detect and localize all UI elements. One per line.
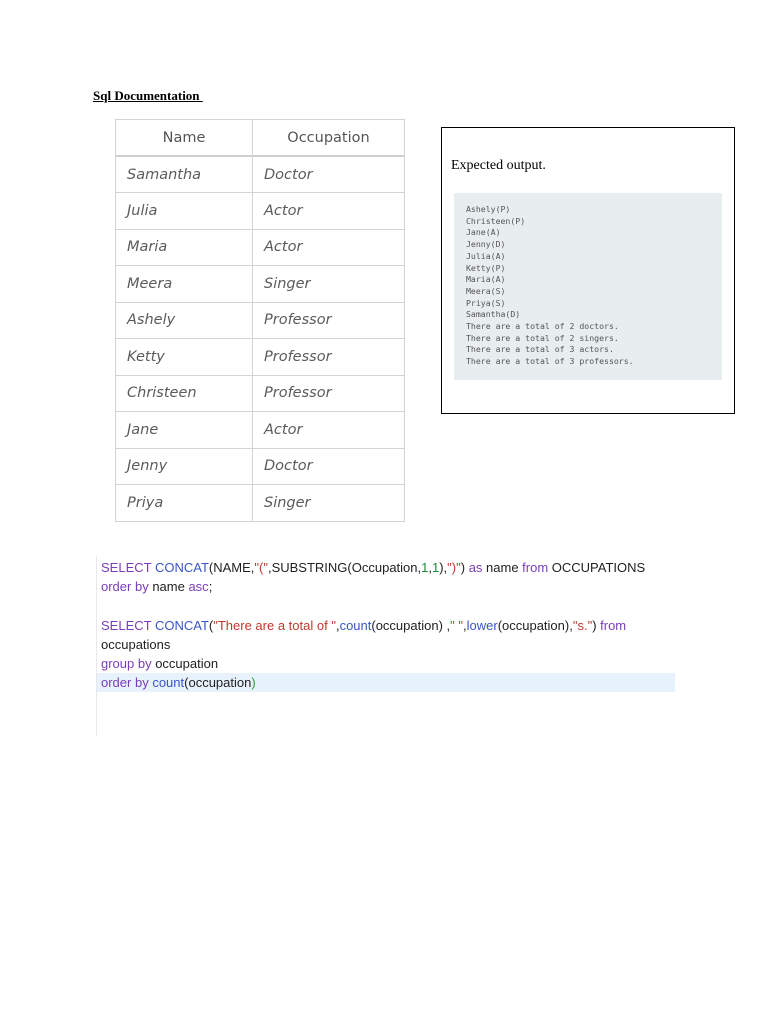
sql-text: , <box>428 560 432 575</box>
sql-number: 1 <box>421 560 429 575</box>
sql-keyword: as <box>468 560 483 575</box>
sql-text: ) <box>592 618 601 633</box>
cell-name: Ashely <box>116 302 253 339</box>
sql-function: count <box>339 618 372 633</box>
table-row <box>116 266 405 303</box>
cell-occupation: Actor <box>253 193 405 230</box>
sql-keyword: SELECT <box>101 560 152 575</box>
table-row <box>116 339 405 376</box>
table-row <box>116 485 405 522</box>
sql-string: "(" <box>254 560 268 575</box>
sql-text: OCCUPATIONS <box>548 560 646 575</box>
output-line: Ashely(P) <box>466 204 511 214</box>
output-line: There are a total of 3 actors. <box>466 344 614 355</box>
cell-name: Jane <box>116 412 253 449</box>
output-line: Priya(S) <box>466 297 506 308</box>
sql-text: occupation <box>151 656 219 671</box>
sql-text: (occupation) , <box>371 618 451 633</box>
cell-occupation: Professor <box>253 302 405 339</box>
cell-name: Priya <box>116 485 253 522</box>
sql-function: CONCAT <box>154 560 209 575</box>
sql-code-block <box>96 556 677 736</box>
sql-text: (occupation <box>184 675 252 690</box>
header-occupation: Occupation <box>253 120 405 157</box>
table-row <box>116 375 405 412</box>
cell-name: Meera <box>116 266 253 303</box>
sql-line <box>101 654 218 673</box>
table-row <box>116 448 405 485</box>
output-line: Christeen(P) <box>466 215 526 226</box>
cell-occupation: Doctor <box>253 156 405 193</box>
sql-keyword: order by <box>101 675 149 690</box>
sql-string: "There are a total of " <box>213 618 336 633</box>
output-line: Jane(A) <box>466 227 501 238</box>
cell-occupation: Singer <box>253 485 405 522</box>
table-header-row <box>116 120 405 157</box>
table-row <box>116 156 405 193</box>
output-line: Maria(A) <box>466 274 506 285</box>
sql-string: " " <box>450 618 463 633</box>
cell-name: Ketty <box>116 339 253 376</box>
table-row <box>116 193 405 230</box>
output-line: There are a total of 2 singers. <box>466 332 619 343</box>
expected-output-box <box>441 127 735 414</box>
sql-text: occupations <box>101 637 171 652</box>
output-line: Jenny(D) <box>466 239 506 250</box>
sql-line <box>101 616 626 635</box>
sql-string: "s." <box>572 618 593 633</box>
sql-text: ,SUBSTRING(Occupation, <box>267 560 422 575</box>
output-line: Ketty(P) <box>466 262 506 273</box>
sql-keyword: order by <box>101 579 149 594</box>
cell-name: Samantha <box>116 156 253 193</box>
output-line: Julia(A) <box>466 250 506 261</box>
sql-text: (NAME, <box>208 560 255 575</box>
cell-name: Maria <box>116 229 253 266</box>
expected-output-label: Expected output. <box>451 158 546 173</box>
cell-occupation: Professor <box>253 375 405 412</box>
page-title: Sql Documentation <box>93 88 203 103</box>
output-line: Samantha(D) <box>466 309 521 320</box>
occupations-table <box>115 119 405 522</box>
sql-line-highlighted <box>97 673 675 692</box>
cell-name: Christeen <box>116 375 253 412</box>
table-row <box>116 302 405 339</box>
header-name: Name <box>116 120 253 157</box>
sql-keyword: from <box>600 618 627 633</box>
table-row <box>116 229 405 266</box>
sql-text: , <box>462 618 467 633</box>
sql-number: 1 <box>431 560 440 575</box>
output-line: There are a total of 2 doctors. <box>466 321 619 332</box>
table-row <box>116 412 405 449</box>
sql-text: (occupation), <box>497 618 573 633</box>
sql-text: ; <box>208 579 213 594</box>
cell-occupation: Actor <box>253 412 405 449</box>
cell-occupation: Doctor <box>253 448 405 485</box>
output-line: There are a total of 3 professors. <box>466 356 634 367</box>
sql-keyword: from <box>522 560 549 575</box>
cell-occupation: Professor <box>253 339 405 376</box>
sql-string: ")" <box>447 560 461 575</box>
sql-keyword: group by <box>101 656 152 671</box>
sql-keyword: asc <box>188 579 209 594</box>
expected-output-code <box>454 193 722 380</box>
cell-occupation: Actor <box>253 229 405 266</box>
sql-function: CONCAT <box>154 618 209 633</box>
sql-text: name <box>482 560 523 575</box>
cell-name: Julia <box>116 193 253 230</box>
cell-occupation: Singer <box>253 266 405 303</box>
sql-text: ( <box>208 618 214 633</box>
output-line: Meera(S) <box>466 285 506 296</box>
sql-text: ), <box>439 560 448 575</box>
sql-function: count <box>152 675 185 690</box>
sql-function: lower <box>466 618 498 633</box>
sql-text: name <box>148 579 189 594</box>
sql-text: ) <box>460 560 469 575</box>
sql-line <box>101 577 212 596</box>
cell-name: Jenny <box>116 448 253 485</box>
sql-paren: ) <box>251 675 256 690</box>
sql-line <box>101 558 645 577</box>
sql-keyword: SELECT <box>101 618 152 633</box>
sql-text: , <box>335 618 340 633</box>
sql-line <box>101 635 170 654</box>
